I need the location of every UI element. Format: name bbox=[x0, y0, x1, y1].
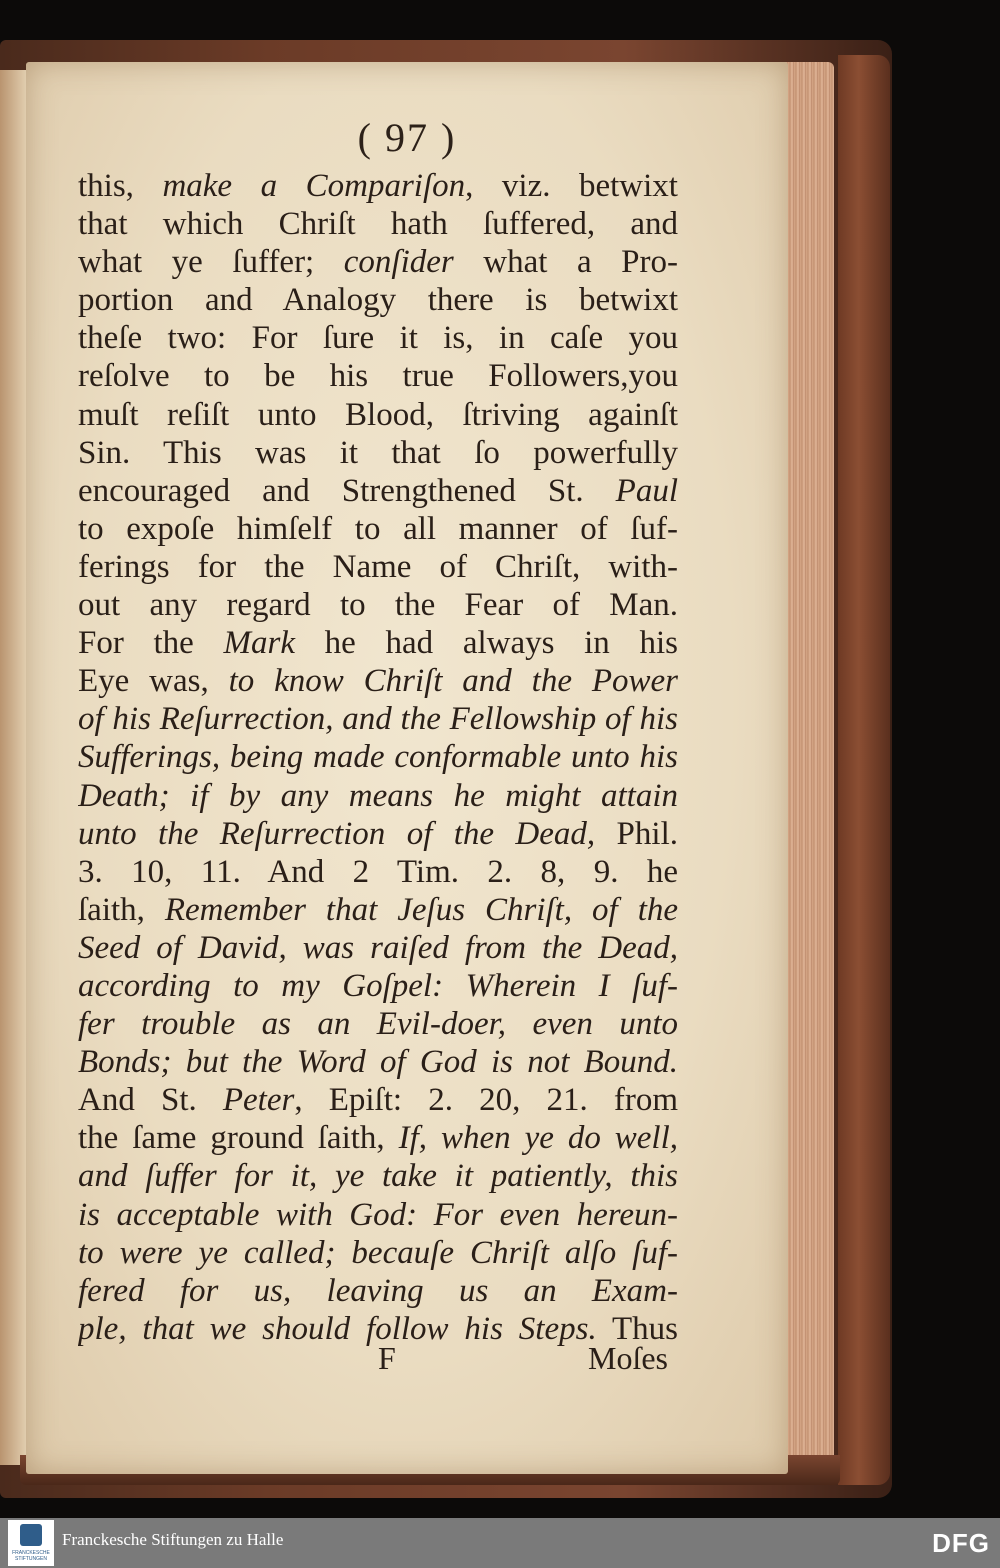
text-line bbox=[78, 700, 678, 738]
text-run: Death; if by any means he might attain bbox=[78, 777, 678, 814]
text-run: Seed of David, was raiſed from the Dead, bbox=[78, 929, 678, 966]
text-run: Paul bbox=[615, 472, 678, 509]
text-line bbox=[78, 357, 678, 395]
text-run: conſider bbox=[343, 244, 454, 281]
text-run: unto the Reſurrection of the Dead, bbox=[78, 815, 596, 852]
text-line bbox=[78, 1005, 678, 1043]
institution-logo[interactable] bbox=[8, 1520, 54, 1566]
page-text bbox=[78, 167, 678, 1348]
text-run: Thus bbox=[596, 1310, 678, 1347]
text-line bbox=[78, 1043, 678, 1081]
text-run: For the bbox=[78, 625, 224, 662]
text-run: ferings for the Name of Chriſt, with- bbox=[78, 548, 678, 585]
text-run: Bonds; but the Word of God is not Bound. bbox=[78, 1044, 678, 1081]
text-line bbox=[78, 319, 678, 357]
text-run: 3. 10, 11. And 2 Tim. 2. 8, 9. he bbox=[78, 853, 678, 890]
text-line bbox=[78, 967, 678, 1005]
text-line bbox=[78, 1234, 678, 1272]
text-run: And St. bbox=[78, 1082, 223, 1119]
page-edges bbox=[782, 62, 834, 1472]
text-line bbox=[78, 929, 678, 967]
logo-emblem-icon bbox=[20, 1524, 42, 1546]
text-line bbox=[78, 891, 678, 929]
text-line bbox=[78, 1157, 678, 1195]
text-line bbox=[78, 548, 678, 586]
text-run: is acceptable with God: For even hereun- bbox=[78, 1196, 678, 1233]
text-run: If, when ye do well, bbox=[398, 1120, 678, 1157]
book-cover-edge bbox=[838, 55, 890, 1485]
text-run: Remember that Jeſus Chriſt, of the bbox=[164, 891, 678, 928]
text-run: Sin. This was it that ſo powerfully bbox=[78, 434, 678, 471]
catchword: Moſes bbox=[588, 1340, 668, 1376]
text-line bbox=[78, 167, 678, 205]
text-line bbox=[78, 738, 678, 776]
text-line bbox=[78, 1119, 678, 1157]
text-line bbox=[78, 434, 678, 472]
text-line bbox=[78, 1272, 678, 1310]
text-run: out any regard to the Fear of Man. bbox=[78, 587, 678, 624]
text-line bbox=[78, 586, 678, 624]
text-run: ple, that we should follow his Steps. bbox=[78, 1310, 597, 1347]
text-line bbox=[78, 853, 678, 891]
book-page bbox=[26, 62, 788, 1474]
text-run: encouraged and Strengthened St. bbox=[78, 472, 616, 509]
logo-text: FRANCKESCHE STIFTUNGEN bbox=[12, 1550, 50, 1562]
page-footer-line bbox=[78, 1340, 668, 1380]
text-line bbox=[78, 243, 678, 281]
text-run: fered for us, leaving us an Exam- bbox=[78, 1272, 678, 1309]
text-run: portion and Analogy there is betwixt bbox=[78, 282, 678, 319]
text-run: theſe two: For ſure it is, in caſe you bbox=[78, 320, 678, 357]
text-line bbox=[78, 1196, 678, 1234]
text-line bbox=[78, 396, 678, 434]
text-run: reſolve to be his true Followers,you bbox=[78, 358, 678, 395]
text-run: to know Chriſt and the Power bbox=[228, 663, 678, 700]
text-run: this, bbox=[78, 168, 163, 204]
text-run: muſt reſiſt unto Blood, ſtriving againſt bbox=[78, 396, 678, 433]
text-run: , viz. betwixt bbox=[465, 168, 678, 204]
text-run: according to my Goſpel: Wherein I ſuf- bbox=[78, 967, 678, 1004]
text-run: , Epiſt: 2. 20, 21. from bbox=[294, 1082, 678, 1119]
text-line bbox=[78, 624, 678, 662]
text-line bbox=[78, 281, 678, 319]
text-run: the ſame ground ſaith, bbox=[78, 1120, 399, 1157]
text-run: make a Compariſon bbox=[162, 168, 466, 204]
text-run: that which Chriſt hath ſuffered, and bbox=[78, 206, 678, 243]
text-run: to expoſe himſelf to all manner of ſuf- bbox=[78, 510, 678, 547]
text-line bbox=[78, 815, 678, 853]
text-run: Sufferings, being made conformable unto his bbox=[78, 739, 678, 776]
text-run: what ye ſuffer; bbox=[78, 244, 344, 281]
text-run: Eye was, bbox=[78, 663, 229, 700]
text-line bbox=[78, 472, 678, 510]
text-line bbox=[78, 205, 678, 243]
text-run: he had always in his bbox=[295, 625, 678, 662]
page-number: ( 97 ) bbox=[357, 115, 457, 160]
text-run: what a Pro- bbox=[453, 244, 678, 281]
text-line bbox=[78, 777, 678, 815]
viewer-footer bbox=[0, 1518, 1000, 1568]
text-line bbox=[78, 510, 678, 548]
text-run: ſaith, bbox=[78, 891, 165, 928]
text-run: fer trouble as an Evil-doer, even unto bbox=[78, 1006, 678, 1043]
text-run: of his Reſurrection, and the Fellowship of his bbox=[78, 701, 678, 738]
text-run: Phil. bbox=[595, 815, 678, 852]
signature-mark: F bbox=[378, 1340, 396, 1376]
text-run: and ſuffer for it, ye take it patiently, this bbox=[78, 1158, 678, 1195]
text-run: Peter bbox=[222, 1082, 295, 1119]
text-run: Mark bbox=[223, 625, 295, 662]
text-run: to were ye called; becauſe Chriſt alſo ſuf- bbox=[78, 1234, 678, 1271]
text-line bbox=[78, 1081, 678, 1119]
institution-name[interactable]: Franckesche Stiftungen zu Halle bbox=[62, 1530, 284, 1549]
text-line bbox=[78, 662, 678, 700]
dfg-logo[interactable]: DFG bbox=[932, 1528, 990, 1558]
